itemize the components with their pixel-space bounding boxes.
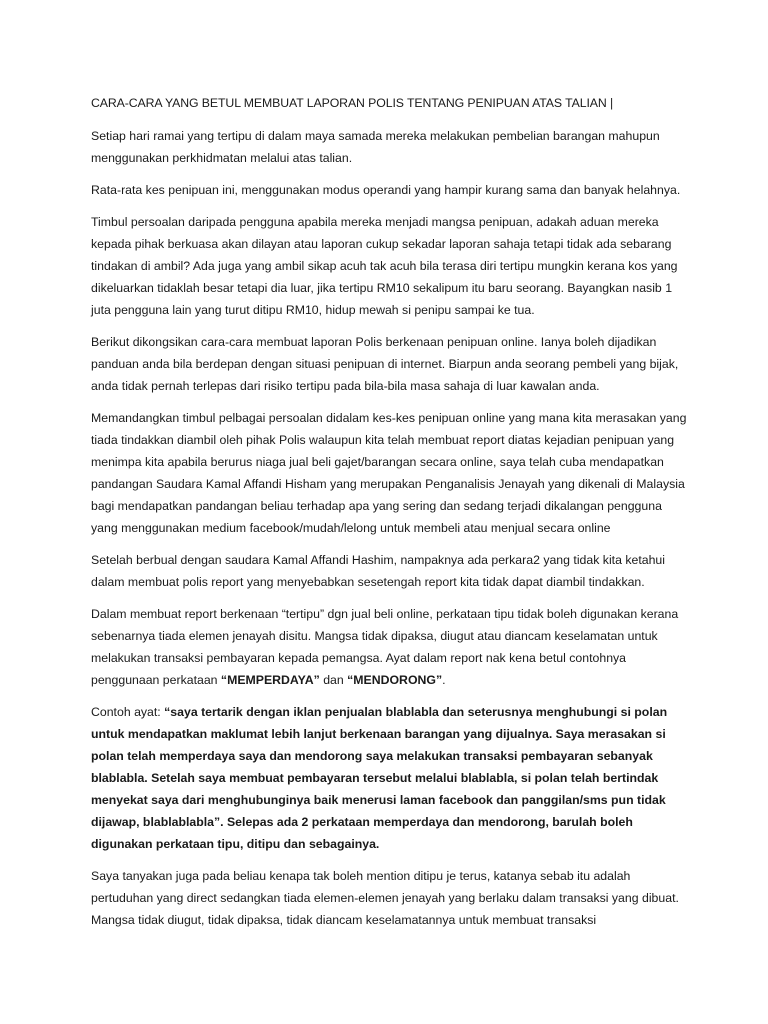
paragraph-report-wording — [91, 603, 691, 691]
paragraph: Saya tanyakan juga pada beliau kenapa tak boleh mention ditipu je terus, katanya sebab itu adalah pertuduhan yang direct sedangkan tiada elemen-elemen jenayah yang berlaku dalam transaksi yang dibuat. Mangsa tidak diugut, tidak dipaksa, tidak diancam keselamatannya untuk membuat transaksi — [91, 869, 679, 927]
example-quote: “saya tertarik dengan iklan penjualan blablabla dan seterusnya menghubungi si polan untuk mendapatkan maklumat lebih lanjut berkenaan barangan yang dijualnya. Saya merasakan si polan telah memperdaya saya dan mendorong saya melakukan transaksi pembayaran sebanyak blablabla. Setelah saya membuat pembayaran tersebut melalui blablabla, si polan telah bertindak menyekat saya dari menghubunginya baik menerusi laman facebook dan panggilan/sms pun tidak dijawap, blablablabla”. Selepas ada 2 perkataan memperdaya dan mendorong, barulah boleh digunakan perkataan tipu, ditipu dan sebagainya. — [91, 705, 668, 851]
emphasis-memperdaya: “MEMPERDAYA” — [220, 673, 320, 687]
paragraph: Timbul persoalan daripada pengguna apabila mereka menjadi mangsa penipuan, adakah aduan mereka kepada pihak berkuasa akan dilayan atau laporan cukup sekadar laporan sahaja tetapi tidak ada sebarang tindakan di ambil? Ada juga yang ambil sikap acuh tak acuh bila terasa diri tertipu mungkin kerana kos yang dikeluarkan tidaklah besar tetapi dia luar, jika tertipu RM10 sekalipum itu baru seorang. Bayangkan nasib 1 juta pengguna lain yang turut ditipu RM10, hidup mewah si penipu sampai ke tua. — [91, 215, 678, 317]
paragraph: Berikut dikongsikan cara-cara membuat laporan Polis berkenaan penipuan online. Ianya boleh dijadikan panduan anda bila berdepan dengan situasi penipuan di internet. Biarpun anda seorang pembeli yang bijak, anda tidak pernah terlepas dari risiko tertipu pada bila-bila masa sahaja di luar kawalan anda. — [91, 335, 679, 393]
paragraph: Setelah berbual dengan saudara Kamal Affandi Hashim, nampaknya ada perkara2 yang tidak kita ketahui dalam membuat polis report yang menyebabkan sesetengah report kita tidak dapat diambil tindakkan. — [91, 553, 666, 589]
paragraph: Setiap hari ramai yang tertipu di dalam maya samada mereka melakukan pembelian barangan mahupun menggunakan perkhidmatan melalui atas talian. — [91, 129, 660, 165]
paragraph: Memandangkan timbul pelbagai persoalan didalam kes-kes penipuan online yang mana kita merasakan yang tiada tindakkan diambil oleh pihak Polis walaupun kita telah membuat report diatas kejadian penipuan yang menimpa kita apabila berurus niaga jual beli gajet/barangan secara online, saya telah cuba mendapatkan pandangan Saudara Kamal Affandi Hisham yang merupakan Penganalisis Jenayah yang dikenali di Malaysia bagi mendapatkan pandangan beliau terhadap apa yang sering dan sedang terjadi dikalangan pengguna yang menggunakan medium facebook/mudah/lelong untuk membeli atau menjual secara online — [91, 411, 687, 535]
emphasis-mendorong: “MENDORONG” — [347, 673, 443, 687]
paragraph-text: . — [442, 673, 446, 687]
document-title: CARA-CARA YANG BETUL MEMBUAT LAPORAN POLIS TENTANG PENIPUAN ATAS TALIAN | — [91, 96, 614, 110]
document-body — [91, 92, 691, 941]
paragraph: Rata-rata kes penipuan ini, menggunakan modus operandi yang hampir kurang sama dan banyak helahnya. — [91, 183, 681, 197]
paragraph-example-sentence — [91, 701, 691, 855]
paragraph-text: Contoh ayat: — [91, 705, 165, 719]
paragraph-text: Dalam membuat report berkenaan “tertipu” dgn jual beli online, perkataan tipu tidak boleh digunakan kerana sebenarnya tiada elemen jenayah disitu. Mangsa tidak dipaksa, diugut atau diancam keselamatan untuk melakukan transaksi pembayaran kepada pemangsa. Ayat dalam report nak kena betul contohnya penggunaan perkataan — [91, 607, 679, 687]
paragraph-text: dan — [319, 673, 348, 687]
